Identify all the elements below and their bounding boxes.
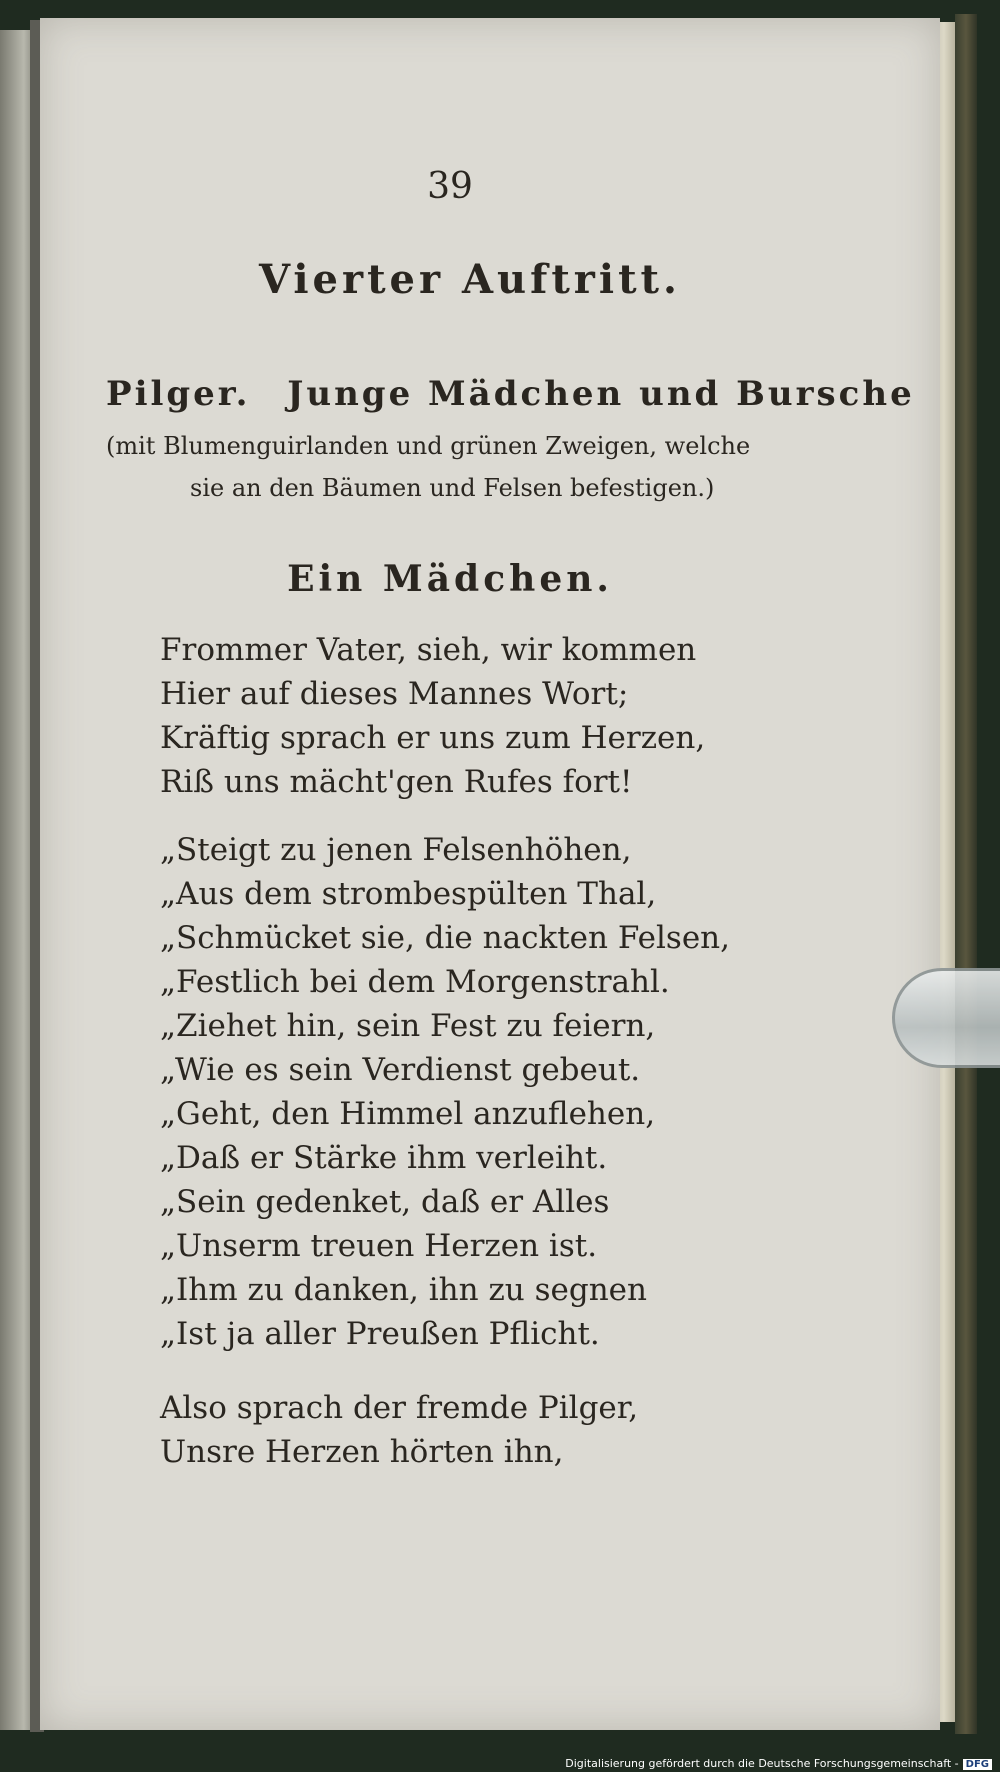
verse-line: Hier auf dieses Mannes Wort; [160,676,629,712]
verse-line: Frommer Vater, sieh, wir kommen [160,632,697,668]
verse-line: „Ist ja aller Preußen Pflicht. [160,1316,600,1352]
verse-line: „Ihm zu danken, ihn zu segnen [160,1272,647,1308]
verse-line: „Festlich bei dem Morgenstrahl. [160,964,670,1000]
verse-line: „Daß er Stärke ihm verleiht. [160,1140,608,1176]
stage-direction-line: (mit Blumenguirlanden und grünen Zweigen, welche [106,432,751,460]
verse-line: Unsre Herzen hörten ihn, [160,1434,564,1470]
verse-line: Riß uns mächt'gen Rufes fort! [160,764,633,800]
page-number: 39 [427,166,473,207]
stage-direction-line: sie an den Bäumen und Felsen befestigen.) [190,474,715,502]
verse-line: Kräftig sprach er uns zum Herzen, [160,720,706,756]
page-clip [892,968,1000,1068]
digitization-footer [565,1757,992,1770]
verse-line: „Schmücket sie, die nackten Felsen, [160,920,730,956]
speaker-name: Ein Mädchen. [287,558,613,600]
book-page [40,18,940,1730]
verse-line: Also sprach der fremde Pilger, [160,1390,639,1426]
verse-line: „Aus dem strombespülten Thal, [160,876,657,912]
previous-page-edge [0,30,34,1730]
verse-line: „Sein gedenket, daß er Alles [160,1184,610,1220]
dfg-logo: DFG [963,1759,992,1770]
verse-line: „Geht, den Himmel anzuflehen, [160,1096,656,1132]
cast-pilger: Pilger. [106,374,251,414]
cast-list [106,374,915,414]
cast-others: Junge Mädchen und Bursche [287,374,915,414]
verse-line: „Unserm treuen Herzen ist. [160,1228,598,1264]
verse-line: „Steigt zu jenen Felsenhöhen, [160,832,632,868]
footer-text: Digitalisierung gefördert durch die Deutsche Forschungsgemeinschaft - [565,1757,959,1770]
book-cover-edge [955,14,977,1734]
verse-line: „Ziehet hin, sein Fest zu feiern, [160,1008,656,1044]
scene-title: Vierter Auftritt. [259,256,681,303]
verse-line: „Wie es sein Verdienst gebeut. [160,1052,641,1088]
